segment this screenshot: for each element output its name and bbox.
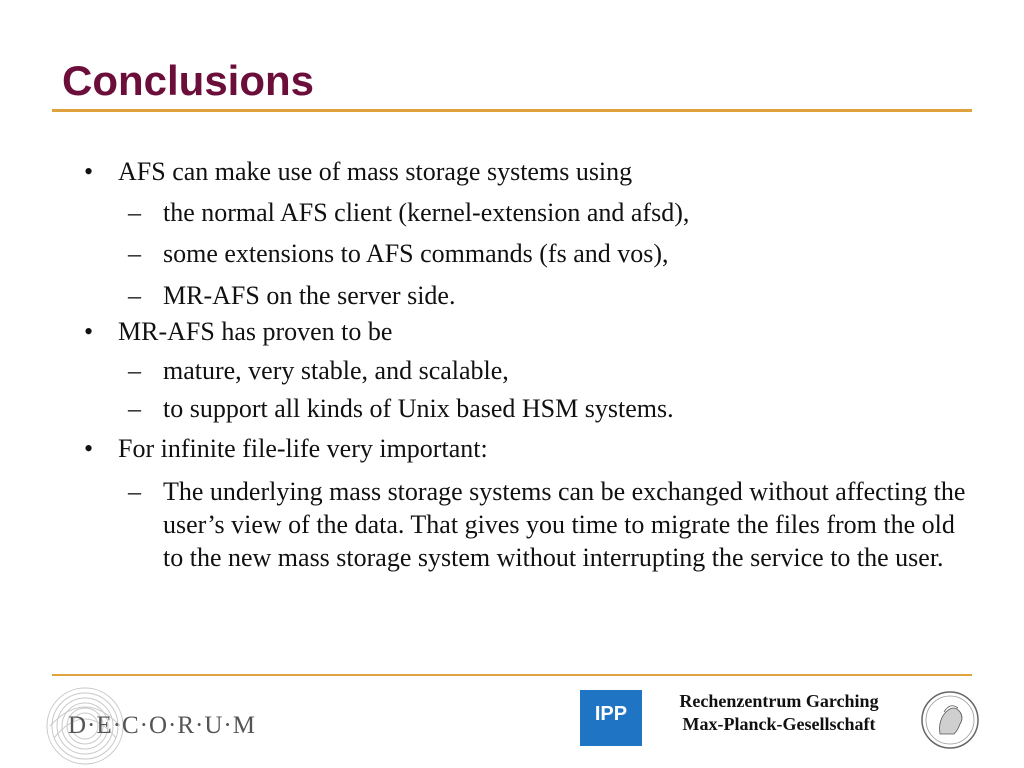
sub-bullet-text: mature, very stable, and scalable, <box>163 356 509 385</box>
institution-block <box>648 690 910 736</box>
bullet-marker: • <box>84 317 94 346</box>
institution-line-1: Rechenzentrum Garching <box>679 691 879 711</box>
institution-line-2: Max-Planck-Gesellschaft <box>682 714 876 734</box>
bullet-marker: • <box>84 434 94 463</box>
dash-marker: – <box>128 356 141 385</box>
dash-marker: – <box>128 198 141 227</box>
sub-bullet-text: MR-AFS on the server side. <box>163 281 456 310</box>
sub-bullet-text: some extensions to AFS commands (fs and vos), <box>163 239 669 268</box>
bullet-text: AFS can make use of mass storage systems using <box>118 157 633 186</box>
bullet-marker: • <box>84 157 94 186</box>
ipp-logo <box>580 690 642 746</box>
dash-marker: – <box>128 477 141 506</box>
title-underline <box>52 109 972 112</box>
bullet-text: MR-AFS has proven to be <box>118 317 393 346</box>
footer-rule <box>52 674 972 676</box>
sub-bullet-text: The underlying mass storage systems can be exchanged without affecting the user’s view of the data. That gives you time to migrate the files from the old to the new mass storage system without interrupting the service to the user. <box>163 477 966 572</box>
ipp-logo-text: IPP <box>594 703 628 725</box>
dash-marker: – <box>128 281 141 310</box>
bullet-text: For infinite file-life very important: <box>118 434 488 463</box>
decorum-wordmark: D·E·C·O·R·U·M <box>68 712 256 739</box>
dash-marker: – <box>128 394 141 423</box>
slide-title: Conclusions <box>62 57 315 104</box>
sub-bullet-text: the normal AFS client (kernel-extension and afsd), <box>163 198 690 227</box>
dash-marker: – <box>128 239 141 268</box>
sub-bullet-text: to support all kinds of Unix based HSM systems. <box>163 394 674 423</box>
minerva-head-icon <box>920 690 980 750</box>
